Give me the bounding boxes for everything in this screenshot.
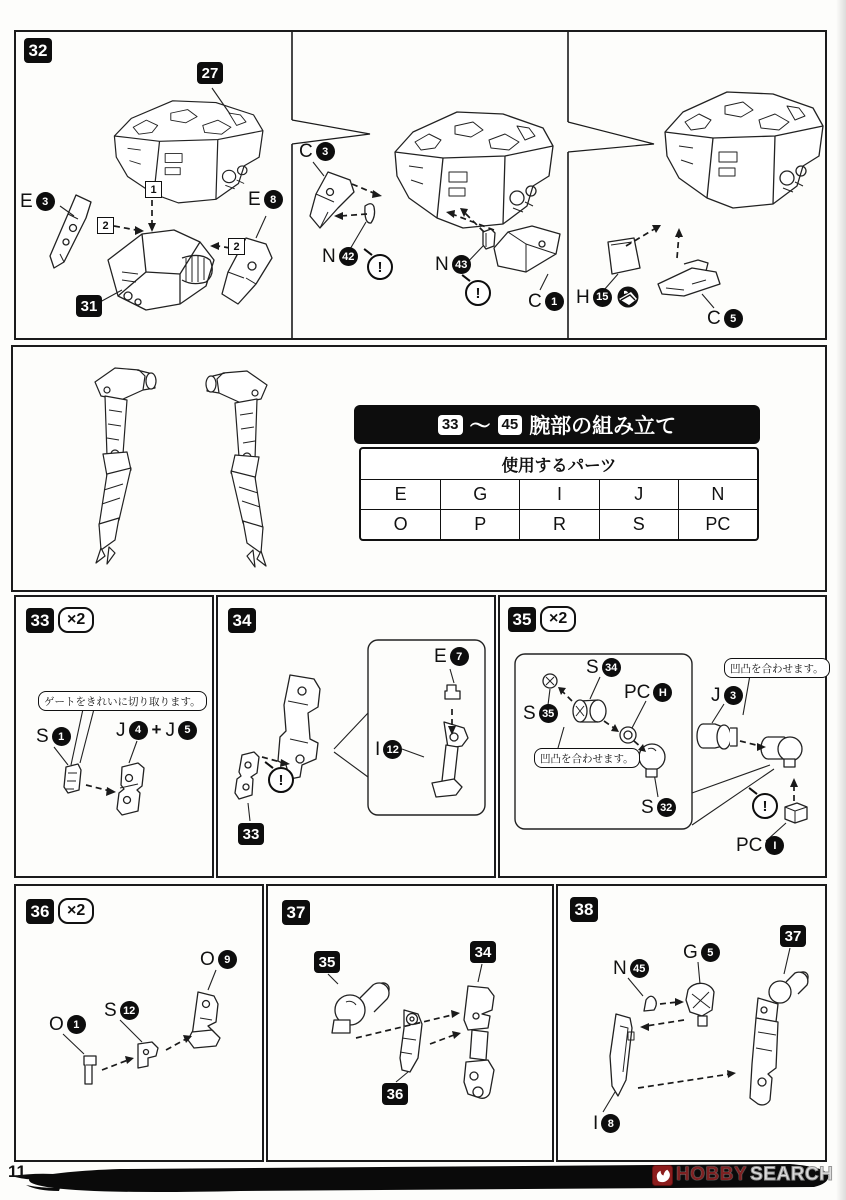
part-letter: N (435, 254, 449, 275)
part-number-badge: I (765, 836, 784, 855)
part-label-n45 (613, 959, 649, 978)
part-label-e3 (20, 192, 55, 211)
parts-table-cell: J (599, 480, 678, 509)
ref-box-33: 33 (238, 823, 264, 845)
part-label-s32 (641, 798, 676, 817)
part-letter: G (683, 942, 698, 963)
parts-table (359, 447, 759, 541)
assembly-section-header (354, 405, 760, 444)
multiplier-x2: ×2 (58, 607, 94, 633)
part-number-badge: 43 (452, 255, 471, 274)
part-label-i12 (375, 740, 402, 759)
part-letter: N (322, 246, 336, 267)
parts-table-cell: S (599, 510, 678, 539)
part-letter: S (104, 1000, 117, 1021)
multiplier-x2: ×2 (58, 898, 94, 924)
step-38-panel (556, 884, 827, 1162)
part-letter: O (49, 1014, 64, 1035)
step-number-35: 35 (508, 607, 536, 632)
part-letter: I (375, 739, 381, 760)
ref-box-31: 31 (76, 295, 102, 317)
part-letter: J (711, 685, 721, 706)
part-number-badge: 4 (129, 721, 148, 740)
part-number-badge: 12 (383, 740, 402, 759)
callout-align-tabs: 凹凸を合わせます。 (534, 748, 640, 768)
step-number-38: 38 (570, 897, 598, 922)
part-number-badge: 5 (701, 943, 720, 962)
warning-icon: ! (268, 767, 294, 793)
step-32-panel (14, 30, 827, 340)
part-label-n42 (322, 247, 358, 266)
part-number-badge: 8 (264, 190, 283, 209)
step-37-panel (266, 884, 554, 1162)
watermark-word-hobby: HOBBY (676, 1164, 748, 1185)
callout-gate-cut: ゲートをきれいに切り取ります。 (38, 691, 207, 711)
part-letter: C (528, 291, 542, 312)
part-letter: E (248, 189, 261, 210)
part-letter: S (586, 657, 599, 678)
parts-table-cell: R (519, 510, 598, 539)
part-letter: N (613, 958, 627, 979)
decal-icon (617, 286, 639, 308)
step-35-panel (498, 595, 827, 878)
part-number-badge: 3 (316, 142, 335, 161)
part-letter: J (116, 719, 126, 741)
arm-section-panel (11, 345, 827, 592)
ref-box-36: 36 (382, 1083, 408, 1105)
part-label-s34 (586, 658, 621, 677)
order-box-1: 1 (145, 181, 162, 198)
part-number-badge: 5 (178, 721, 197, 740)
part-letter: O (200, 949, 215, 970)
step-34-panel (216, 595, 496, 878)
part-label-c3 (299, 142, 335, 161)
step-number-33: 33 (26, 608, 54, 633)
part-label-o9 (200, 950, 237, 969)
part-number-badge: 3 (724, 686, 743, 705)
part-number-badge: 1 (545, 292, 564, 311)
warning-icon: ! (367, 254, 393, 280)
scan-edge-shadow (836, 0, 846, 1200)
part-label-s12 (104, 1001, 139, 1020)
part-label-i8 (593, 1114, 620, 1133)
part-label-e8 (248, 190, 283, 209)
part-label-g5 (683, 943, 720, 962)
part-number-badge: 7 (450, 647, 469, 666)
part-label-s1 (36, 727, 71, 746)
step-range-to: 45 (498, 415, 523, 435)
part-number-badge: H (653, 683, 672, 702)
step-number-32: 32 (24, 38, 52, 63)
parts-table-row (361, 480, 757, 509)
part-number-badge: 1 (52, 727, 71, 746)
part-letter: E (20, 191, 33, 212)
part-letter: H (576, 286, 590, 308)
part-label-h15 (576, 286, 639, 308)
parts-table-title: 使用するパーツ (361, 449, 757, 480)
part-label-j4-j5 (116, 720, 197, 740)
part-number-badge: 12 (120, 1001, 139, 1020)
warning-icon: ! (465, 280, 491, 306)
part-number-badge: 35 (539, 704, 558, 723)
ref-box-37: 37 (780, 925, 806, 947)
part-number-badge: 32 (657, 798, 676, 817)
parts-table-cell: G (440, 480, 519, 509)
part-letter: PC (624, 682, 651, 703)
warning-icon: ! (752, 793, 778, 819)
part-letter: S (36, 726, 49, 747)
step-33-panel (14, 595, 214, 878)
plus-sign: + (151, 720, 162, 739)
step-range-from: 33 (438, 415, 463, 435)
parts-table-cell: O (393, 514, 408, 534)
part-number-badge: 3 (36, 192, 55, 211)
part-label-pc-h (624, 683, 672, 702)
part-label-e7 (434, 647, 469, 666)
part-label-o1 (49, 1015, 86, 1034)
part-letter: I (593, 1113, 599, 1134)
part-letter: S (523, 703, 536, 724)
part-label-c5 (707, 309, 743, 328)
assembly-section-title: 腕部の組み立て (529, 414, 677, 438)
part-letter: PC (736, 835, 763, 856)
parts-table-cell: E (394, 484, 407, 504)
step-35-line-art (500, 597, 825, 876)
part-letter: C (299, 141, 313, 162)
part-label-n43 (435, 255, 471, 274)
step-37-line-art (268, 886, 552, 1160)
ref-box-27: 27 (197, 62, 223, 84)
part-letter: C (707, 308, 721, 329)
part-label-s35 (523, 704, 558, 723)
part-letter: S (641, 797, 654, 818)
parts-table-cell: N (678, 480, 757, 509)
step-32-line-art (16, 32, 825, 338)
parts-table-cell: P (440, 510, 519, 539)
step-number-37: 37 (282, 900, 310, 925)
watermark-word-search: SEARCH (750, 1164, 834, 1185)
hobby-search-watermark (652, 1164, 833, 1186)
part-label-pc-i (736, 836, 784, 855)
part-number-badge: 9 (218, 950, 237, 969)
step-range-tilde: 〜 (469, 414, 491, 438)
part-letter: J (165, 719, 175, 741)
part-number-badge: 42 (339, 247, 358, 266)
order-box-2: 2 (228, 238, 245, 255)
order-box-2: 2 (97, 217, 114, 234)
part-number-badge: 34 (602, 658, 621, 677)
page-number: 11 (8, 1162, 26, 1181)
part-number-badge: 45 (630, 959, 649, 978)
part-letter: E (434, 646, 447, 667)
parts-table-row (361, 509, 757, 539)
ref-box-35: 35 (314, 951, 340, 973)
hobby-search-logo-icon (652, 1165, 673, 1186)
part-number-badge: 5 (724, 309, 743, 328)
step-number-34: 34 (228, 608, 256, 633)
multiplier-x2: ×2 (540, 606, 576, 632)
ref-box-34: 34 (470, 941, 496, 963)
parts-table-cell: I (519, 480, 598, 509)
parts-table-cell: PC (678, 510, 757, 539)
part-label-j3 (711, 686, 743, 705)
part-number-badge: 8 (601, 1114, 620, 1133)
step-number-36: 36 (26, 899, 54, 924)
callout-align-tabs: 凹凸を合わせます。 (724, 658, 830, 678)
part-number-badge: 15 (593, 288, 612, 307)
part-label-c1 (528, 292, 564, 311)
part-number-badge: 1 (67, 1015, 86, 1034)
step-36-panel (14, 884, 264, 1162)
